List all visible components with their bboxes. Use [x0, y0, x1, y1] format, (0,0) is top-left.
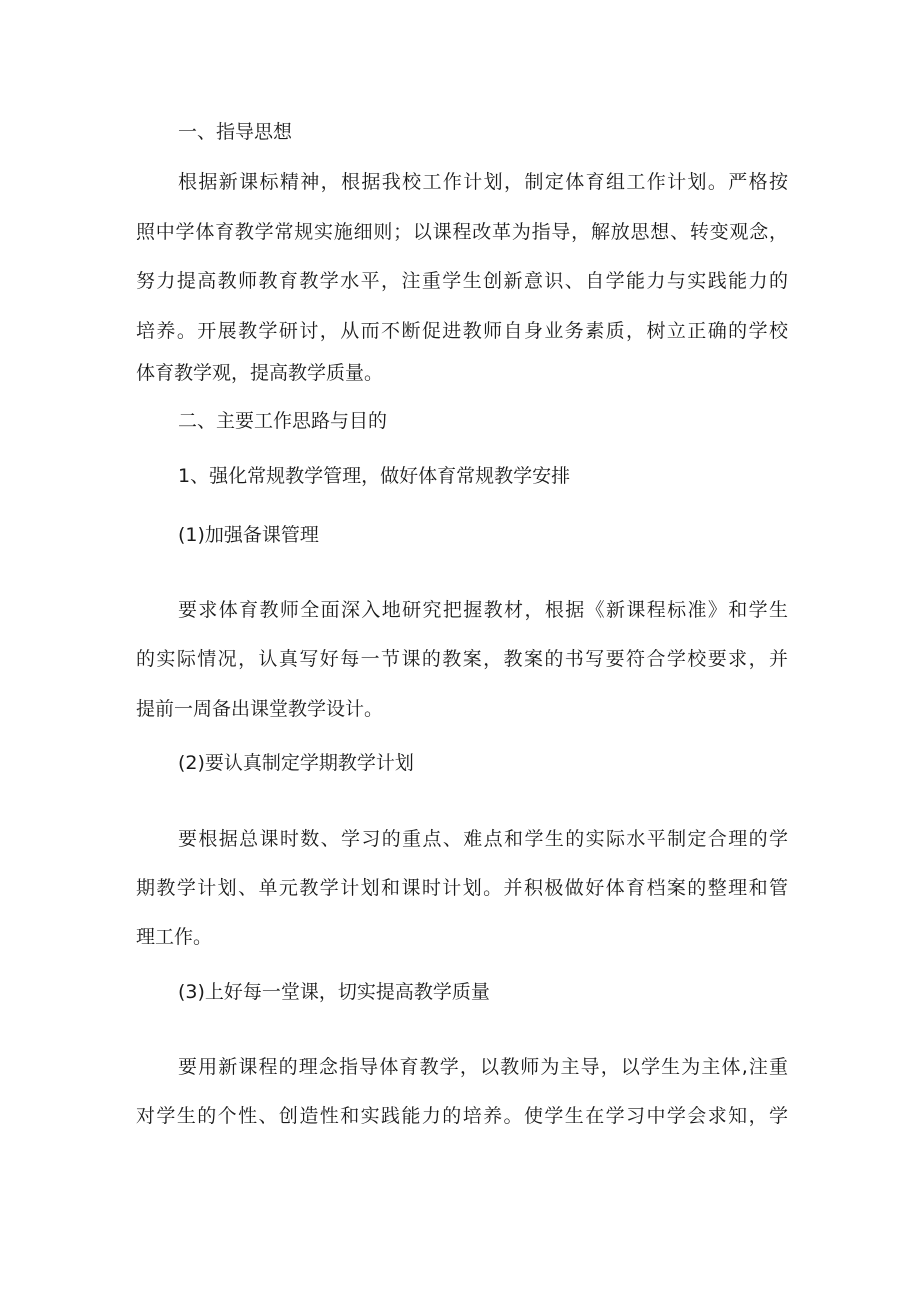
- paragraph-line: 的实际情况，认真写好每一节课的教案，教案的书写要符合学校要求，并: [136, 648, 788, 670]
- heading-main-ideas: 二、主要工作思路与目的: [178, 410, 388, 432]
- list-item-heading: 1、强化常规教学管理，做好体育常规教学安排: [178, 465, 571, 487]
- paragraph-line: 期教学计划、单元教学计划和课时计划。并积极做好体育档案的整理和管: [136, 877, 788, 899]
- paragraph-line: 理工作。: [136, 926, 213, 948]
- paragraph-line: 根据新课标精神，根据我校工作计划，制定体育组工作计划。严格按: [178, 171, 788, 193]
- paragraph-line: 要根据总课时数、学习的重点、难点和学生的实际水平制定合理的学: [178, 828, 788, 850]
- sub-heading: (2)要认真制定学期教学计划: [178, 752, 414, 774]
- paragraph-line: 要求体育教师全面深入地研究把握教材，根据《新课程标准》和学生: [178, 599, 788, 621]
- paragraph-line: 体育教学观，提高教学质量。: [136, 362, 384, 384]
- paragraph-line: 要用新课程的理念指导体育教学，以教师为主导，以学生为主体,注重: [178, 1056, 788, 1078]
- paragraph-line: 努力提高教师教育教学水平，注重学生创新意识、自学能力与实践能力的: [136, 270, 788, 292]
- sub-heading: (1)加强备课管理: [178, 524, 319, 546]
- paragraph-line: 提前一周备出课堂教学设计。: [136, 698, 384, 720]
- paragraph-line: 培养。开展教学研讨，从而不断促进教师自身业务素质，树立正确的学校: [136, 320, 788, 342]
- sub-heading: (3)上好每一堂课，切实提高教学质量: [178, 981, 490, 1003]
- heading-guiding-ideology: 一、指导思想: [178, 121, 293, 143]
- paragraph-line: 照中学体育教学常规实施细则；以课程改革为指导，解放思想、转变观念，: [136, 221, 788, 243]
- paragraph-line: 对学生的个性、创造性和实践能力的培养。使学生在学习中学会求知，学: [136, 1105, 788, 1127]
